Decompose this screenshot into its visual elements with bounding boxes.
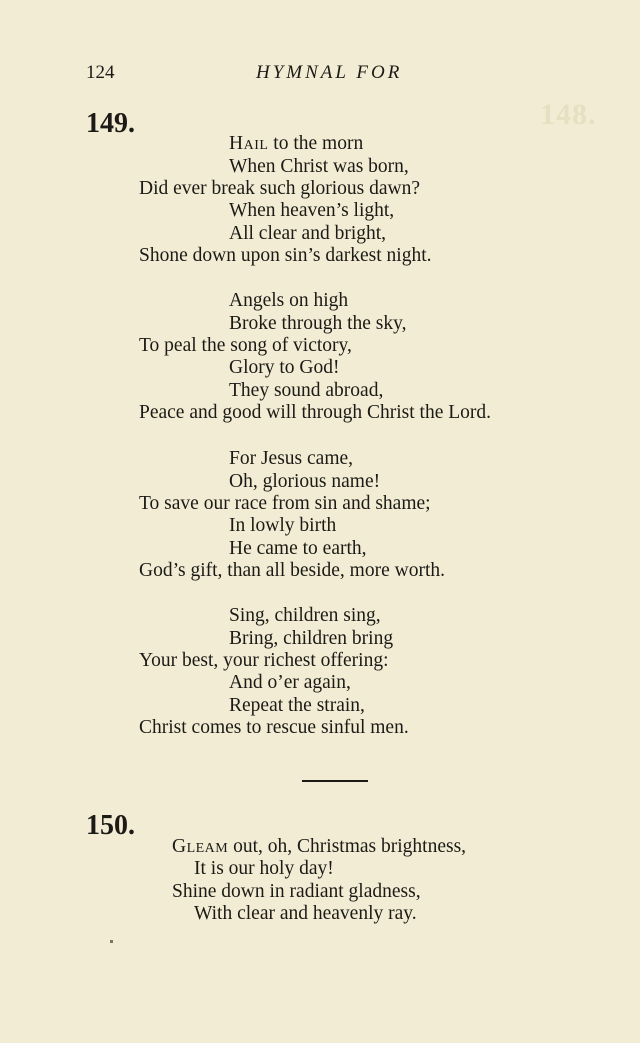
verse-line: Bring, children bring	[229, 628, 394, 649]
verse-line: With clear and heavenly ray.	[194, 903, 417, 924]
verse-line: Did ever break such glorious dawn?	[139, 178, 421, 199]
verse-line	[229, 133, 363, 155]
verse-line: Repeat the strain,	[229, 695, 365, 716]
page-number: 124	[86, 62, 115, 83]
verse-line: When heaven’s light,	[229, 200, 395, 221]
verse-line: In lowly birth	[229, 515, 337, 536]
verse-line: For Jesus came,	[229, 448, 354, 469]
verse-line: Christ comes to rescue sinful men.	[139, 717, 409, 738]
verse-line: It is our holy day!	[194, 858, 334, 879]
verse-line: To save our race from sin and shame;	[139, 493, 431, 514]
verse-line: Broke through the sky,	[229, 313, 407, 334]
verse-line: They sound abroad,	[229, 380, 384, 401]
verse-line	[172, 836, 466, 858]
verse-line: Your best, your richest offering:	[139, 650, 389, 671]
hymn-number-149: 149.	[86, 108, 135, 139]
running-title: HYMNAL FOR	[256, 62, 403, 83]
verse-line: When Christ was born,	[229, 156, 409, 177]
verse-line: Shone down upon sin’s darkest night.	[139, 245, 432, 266]
verse-line-rest: out, oh, Christmas brightness,	[228, 836, 467, 857]
verse-line: Shine down in radiant gladness,	[172, 881, 421, 902]
verse-initial-word: Gleam	[172, 836, 229, 857]
verse-line: He came to earth,	[229, 538, 367, 559]
hymn-number-150: 150.	[86, 810, 135, 841]
verse-line: Peace and good will through Christ the Lord.	[139, 402, 492, 423]
verse-line: All clear and bright,	[229, 223, 387, 244]
verse-line: Sing, children sing,	[229, 605, 381, 626]
verse-initial-word: Hail	[229, 133, 269, 154]
verse-line: Glory to God!	[229, 357, 340, 378]
verse-line: To peal the song of victory,	[139, 335, 352, 356]
page-speck	[110, 940, 113, 943]
section-divider	[302, 780, 368, 782]
verse-line: Oh, glorious name!	[229, 471, 381, 492]
verse-line-rest: to the morn	[268, 133, 364, 154]
show-through-number: 148.	[540, 98, 597, 131]
verse-line: And o’er again,	[229, 672, 351, 693]
verse-line: God’s gift, than all beside, more worth.	[139, 560, 445, 581]
verse-line: Angels on high	[229, 290, 349, 311]
